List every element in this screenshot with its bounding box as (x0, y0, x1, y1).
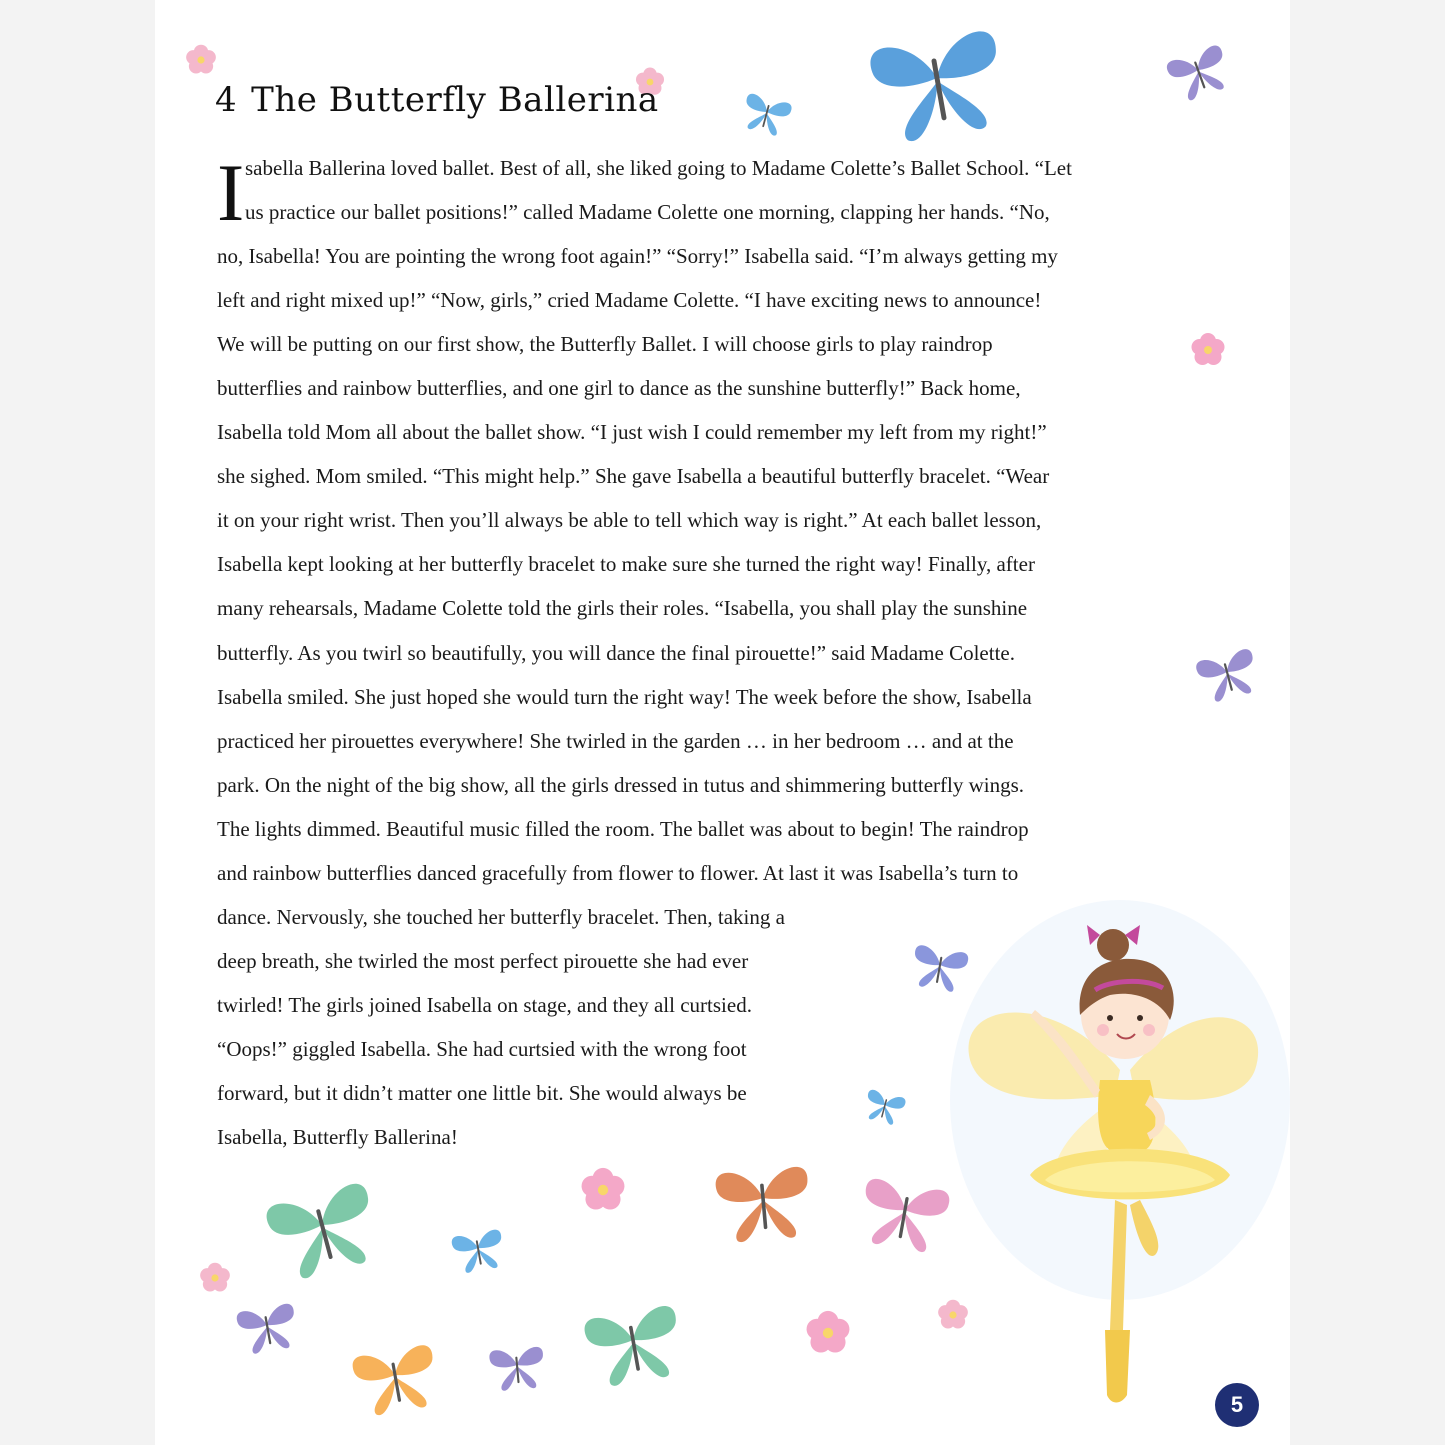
story-line: butterfly. As you twirl so beautifully, you will dance the final pirouette!” said Madame Colette. (217, 640, 1015, 665)
story-line: many rehearsals, Madame Colette told the girls their roles. “Isabella, you shall play the sunshine (217, 596, 1028, 621)
story-line: twirled! The girls joined Isabella on stage, and they all curtsied. (217, 992, 752, 1017)
drop-cap: I (217, 147, 245, 238)
story-line: us practice our ballet positions!” called Madame Colette one morning, clapping her hands. “No, (245, 200, 1050, 225)
butterfly-icon (236, 1303, 300, 1356)
butterfly-icon (264, 1181, 384, 1284)
story-line: park. On the night of the big show, all the girls dressed in tutus and shimmering butterfly wings. (217, 772, 1025, 797)
butterfly-icon (489, 1346, 546, 1392)
butterfly-icon (857, 1177, 951, 1255)
butterfly-icon (351, 1344, 441, 1419)
flower-icon (938, 1300, 968, 1329)
story-number: 4 (215, 80, 238, 120)
flower-icon (200, 1263, 230, 1292)
butterfly-icon (451, 1229, 507, 1275)
story-line: it on your right wrist. Then you’ll always be able to tell which way is right.” At each ballet lesson, (217, 508, 1042, 533)
flower-icon (582, 1168, 625, 1210)
butterfly-icon (739, 92, 793, 138)
story-line: and rainbow butterflies danced gracefully from flower to flower. At last it was Isabella’s turn to (217, 860, 1019, 885)
butterfly-icon (1165, 44, 1234, 105)
story-line: We will be putting on our first show, the Butterfly Ballet. I will choose girls to play raindrop (217, 332, 993, 357)
story-title-text: The Butterfly Ballerina (251, 80, 659, 120)
story-line: Isabella told Mom all about the ballet show. “I just wish I could remember my left from my right!” (217, 420, 1047, 445)
story-line: Isabella kept looking at her butterfly bracelet to make sure she turned the right way! Finally, after (217, 552, 1035, 577)
story-line: deep breath, she twirled the most perfect pirouette she had ever (217, 948, 749, 973)
butterfly-icon (715, 1166, 813, 1244)
story-line: practiced her pirouettes everywhere! She twirled in the garden … in her bedroom … and at the (217, 728, 1014, 753)
story-page (155, 0, 1290, 1445)
story-line: The lights dimmed. Beautiful music filled the room. The ballet was about to begin! The raindrop (217, 816, 1029, 841)
story-line: Isabella, Butterfly Ballerina! (217, 1125, 458, 1150)
story-line: sabella Ballerina loved ballet. Best of all, she liked going to Madame Colette’s Ballet School. “Let (245, 156, 1072, 180)
flower-icon (807, 1311, 850, 1353)
story-line: “Oops!” giggled Isabella. She had curtsied with the wrong foot (217, 1036, 747, 1061)
page-number-badge: 5 (1215, 1383, 1259, 1427)
story-line: she sighed. Mom smiled. “This might help.” She gave Isabella a beautiful butterfly bracelet. “Wear (217, 464, 1050, 489)
story-line: dance. Nervously, she touched her butterfly bracelet. Then, taking a (217, 904, 785, 929)
story-title (215, 80, 659, 120)
story-line: forward, but it didn’t matter one little bit. She would always be (217, 1080, 747, 1105)
butterfly-icon (583, 1304, 686, 1389)
story-line: Isabella smiled. She just hoped she would turn the right way! The week before the show, Isabella (217, 684, 1032, 709)
story-line: no, Isabella! You are pointing the wrong foot again!” “Sorry!” Isabella said. “I’m always getting my (217, 244, 1058, 269)
story-line: left and right mixed up!” “Now, girls,” cried Madame Colette. “I have exciting news to announce! (217, 288, 1042, 313)
butterfly-icon (868, 29, 1009, 146)
story-text (217, 146, 1207, 1159)
flower-icon (186, 45, 216, 74)
story-line: butterflies and rainbow butterflies, and one girl to dance as the sunshine butterfly!” Back home, (217, 376, 1021, 401)
